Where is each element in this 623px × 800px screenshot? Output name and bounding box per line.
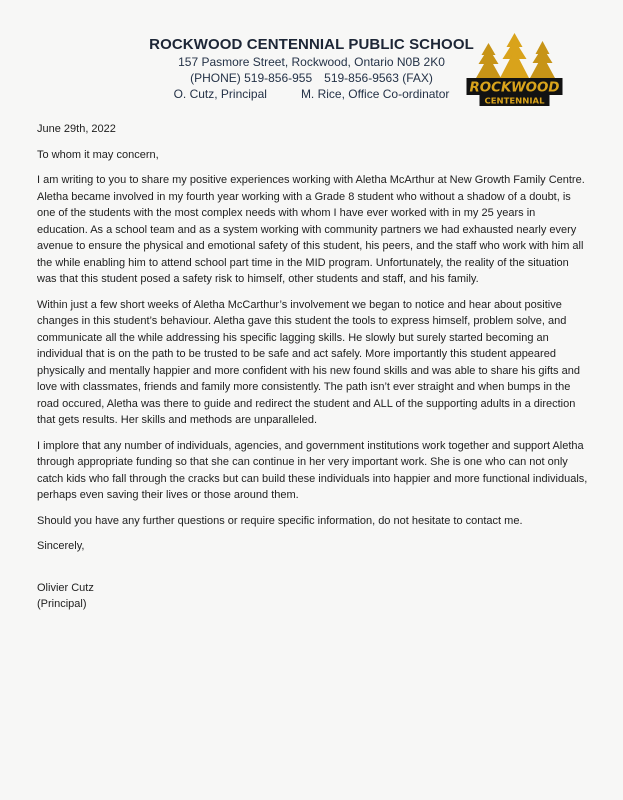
signature-title: (Principal) bbox=[37, 598, 87, 610]
logo-centennial-text: CENTENNIAL bbox=[484, 96, 545, 106]
letter-date: June 29th, 2022 bbox=[37, 123, 116, 135]
school-name: ROCKWOOD CENTENNIAL PUBLIC SCHOOL bbox=[149, 36, 474, 53]
pine-trees-icon bbox=[476, 33, 556, 82]
logo-rockwood-text: ROCKWOOD bbox=[469, 79, 560, 96]
logo-banners bbox=[467, 78, 563, 106]
school-fax: 519-856-9563 (FAX) bbox=[324, 71, 433, 85]
principal-contact: O. Cutz, Principal bbox=[173, 87, 267, 101]
school-phone: (PHONE) 519-856-955 bbox=[190, 71, 313, 85]
letter-body bbox=[37, 121, 588, 613]
paragraph-1: I am writing to you to share my positive experiences working with Aletha McArthur at New Growth Family Centre. Aletha became involved in my fourth year working with a Grade 8 student who without a shadow of a doubt, is one of the students with the most complex needs with whom I have ever worked with in my 25 years in education. As a school team and as a system working with community partners we had exhausted nearly every avenue to ensure the physical and emotional safety of this student, his peers, and the staff who work with him all the while enabling him to attend school part time in the MID program. Unfortunately, the reality of the situation was that this student posed a safety risk to himself, other students and staff, and his family. bbox=[37, 174, 585, 285]
paragraph-3: I implore that any number of individuals, agencies, and government institutions work together and support Aletha through appropriate funding so that she can continue in her very important work. She is one who can not only catch kids who fall through the cracks but can build these individuals into happier and more functional individuals, perhaps even saving their lives or those around them. bbox=[37, 439, 588, 501]
signature-name: Olivier Cutz bbox=[37, 581, 94, 594]
signature-block bbox=[37, 580, 588, 613]
valediction: Sincerely, bbox=[37, 540, 85, 552]
school-logo bbox=[466, 33, 563, 111]
coordinator-contact: M. Rice, Office Co-ordinator bbox=[300, 87, 450, 101]
salutation: To whom it may concern, bbox=[37, 148, 159, 161]
school-address: 157 Pasmore Street, Rockwood, Ontario N0B 2K0 bbox=[178, 55, 445, 69]
closing-line: Should you have any further questions or require specific information, do not hesitate to contact me. bbox=[37, 514, 523, 527]
paragraph-2: Within just a few short weeks of Aletha McCarthur’s involvement we began to notice and hear about positive changes in this student’s behaviour. Aletha gave this student the tools to express himself, problem solve, and communicate all the while addressing his specific lagging skills. He slowly but surely started becoming an individual that is on the path to be trusted to be safe and act safely. More importantly this student appeared physically and mentally happier and more confident with his new found skills and was able to share his gifts and love with classmates, friends and family more consistently. The path isn’t ever straight and when bumps in the road occured, Aletha was there to guide and redirect the student and ALL of the supporting adults in a direction that gets results. Her skills and methods are unparalleled. bbox=[37, 298, 580, 426]
